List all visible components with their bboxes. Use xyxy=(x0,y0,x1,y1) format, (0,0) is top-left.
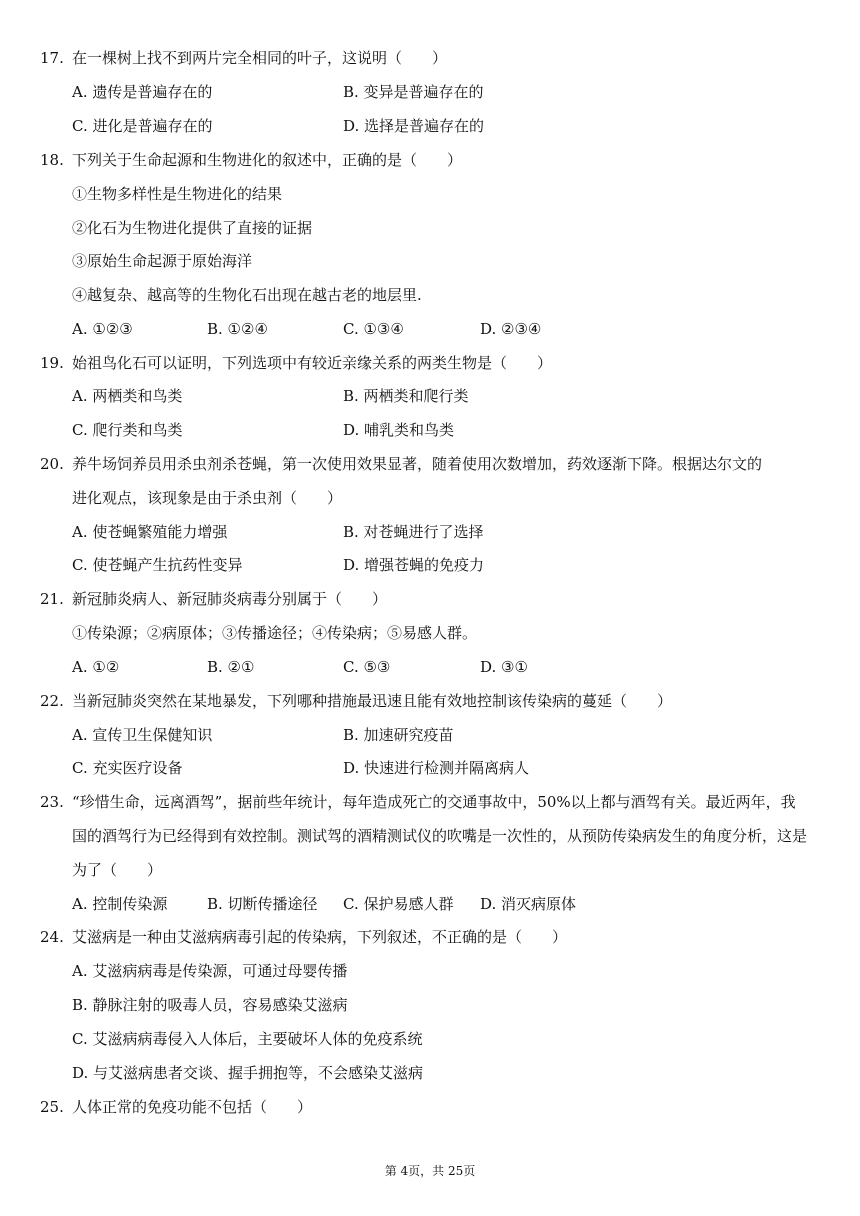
option-b: B. 变异是普遍存在的 xyxy=(343,83,484,101)
question-stem-continued: 国的酒驾行为已经得到有效控制。测试驾的酒精测试仪的吹嘴是一次性的，从预防传染病发生的角度分析，这是 xyxy=(72,827,808,845)
option-c: C. ①③④ xyxy=(343,320,404,338)
option-b: B. 静脉注射的吸毒人员，容易感染艾滋病 xyxy=(72,996,348,1014)
option-c: C. 进化是普遍存在的 xyxy=(72,117,213,135)
question-stem: 人体正常的免疫功能不包括（ ） xyxy=(72,1098,313,1116)
option-c: C. 爬行类和鸟类 xyxy=(72,421,183,439)
statement-item: ③原始生命起源于原始海洋 xyxy=(72,252,253,270)
option-d: D. ②③④ xyxy=(480,320,542,338)
option-d: D. 与艾滋病患者交谈、握手拥抱等，不会感染艾滋病 xyxy=(72,1064,424,1082)
question-number: 21. xyxy=(40,590,64,608)
option-a: A. 艾滋病病毒是传染源，可通过母婴传播 xyxy=(72,962,348,980)
statement-item: ①传染源；②病原体；③传播途径；④传染病；⑤易感人群。 xyxy=(72,624,478,642)
option-a: A. ①②③ xyxy=(72,320,133,338)
question-number: 25. xyxy=(40,1098,64,1116)
statement-item: ①生物多样性是生物进化的结果 xyxy=(72,185,283,203)
option-a: A. 宣传卫生保健知识 xyxy=(72,726,213,744)
option-b: B. ②① xyxy=(207,658,255,676)
statement-item: ②化石为生物进化提供了直接的证据 xyxy=(72,219,313,237)
option-a: A. 遗传是普遍存在的 xyxy=(72,83,213,101)
question-stem: 艾滋病是一种由艾滋病病毒引起的传染病，下列叙述，不正确的是（ ） xyxy=(72,928,568,946)
page-footer: 第 4页，共 25页 xyxy=(384,1164,476,1178)
statement-item: ④越复杂、越高等的生物化石出现在越古老的地层里. xyxy=(72,286,422,304)
option-a: A. ①② xyxy=(72,658,120,676)
option-a: A. 两栖类和鸟类 xyxy=(72,387,183,405)
question-stem-continued: 进化观点，该现象是由于杀虫剂（ ） xyxy=(72,489,343,507)
option-d: D. 哺乳类和鸟类 xyxy=(343,421,455,439)
option-b: B. 对苍蝇进行了选择 xyxy=(343,523,484,541)
question-stem: 始祖鸟化石可以证明，下列选项中有较近亲缘关系的两类生物是（ ） xyxy=(72,354,553,372)
question-number: 18. xyxy=(40,151,64,169)
question-stem: 养牛场饲养员用杀虫剂杀苍蝇，第一次使用效果显著，随着使用次数增加，药效逐渐下降。根据达尔文的 xyxy=(72,455,763,473)
option-d: D. 快速进行检测并隔离病人 xyxy=(343,759,530,777)
question-number: 17. xyxy=(40,49,64,67)
option-b: B. ①②④ xyxy=(207,320,268,338)
question-number: 19. xyxy=(40,354,64,372)
option-a: A. 控制传染源 xyxy=(72,895,168,913)
question-number: 22. xyxy=(40,692,64,710)
option-c: C. 艾滋病病毒侵入人体后，主要破坏人体的免疫系统 xyxy=(72,1030,423,1048)
question-stem: 在一棵树上找不到两片完全相同的叶子，这说明（ ） xyxy=(72,49,448,67)
question-stem: 当新冠肺炎突然在某地暴发，下列哪种措施最迅速且能有效地控制该传染病的蔓延（ ） xyxy=(72,692,673,710)
option-d: D. ③① xyxy=(480,658,528,676)
option-c: C. 充实医疗设备 xyxy=(72,759,183,777)
question-stem: “珍惜生命，远离酒驾”，据前些年统计，每年造成死亡的交通事故中，50%以上都与酒驾有关。最近两年，我 xyxy=(72,793,796,811)
option-c: C. 使苍蝇产生抗药性变异 xyxy=(72,556,243,574)
question-number: 24. xyxy=(40,928,64,946)
option-d: D. 消灭病原体 xyxy=(480,895,577,913)
option-b: B. 加速研究疫苗 xyxy=(343,726,454,744)
question-stem: 新冠肺炎病人、新冠肺炎病毒分别属于（ ） xyxy=(72,590,388,608)
option-b: B. 切断传播途径 xyxy=(207,895,318,913)
question-number: 23. xyxy=(40,793,64,811)
option-c: C. 保护易感人群 xyxy=(343,895,454,913)
option-d: D. 增强苍蝇的免疫力 xyxy=(343,556,485,574)
option-b: B. 两栖类和爬行类 xyxy=(343,387,469,405)
question-stem-continued: 为了（ ） xyxy=(72,861,163,879)
question-number: 20. xyxy=(40,455,64,473)
question-stem: 下列关于生命起源和生物进化的叙述中，正确的是（ ） xyxy=(72,151,463,169)
option-c: C. ⑤③ xyxy=(343,658,391,676)
option-a: A. 使苍蝇繁殖能力增强 xyxy=(72,523,228,541)
option-d: D. 选择是普遍存在的 xyxy=(343,117,485,135)
